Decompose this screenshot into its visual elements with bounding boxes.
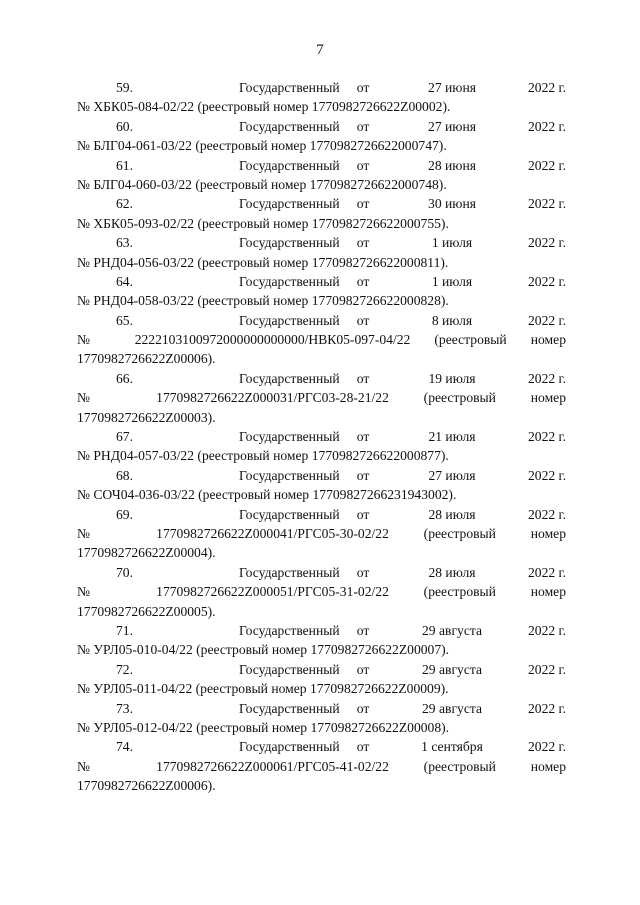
contract-from-word: от: [356, 370, 370, 386]
contract-heading-line: [77, 427, 566, 446]
contract-year: 2022 г.: [527, 312, 566, 328]
contract-from-word: от: [356, 564, 370, 580]
contract-from-word: от: [356, 739, 370, 755]
contract-heading-line: [77, 233, 566, 252]
contract-detail-line: № БЛГ04-061-03/22 (реестровый номер 1770982726622000747).: [77, 138, 447, 154]
contract-heading-line: [77, 563, 566, 582]
contract-heading-line: [77, 737, 566, 756]
contract-year: 2022 г.: [527, 157, 566, 173]
contract-number: 63.: [116, 235, 133, 251]
contract-detail-line: № 1770982726622Z000051/РГС05-31-02/22 (реестровый номер: [77, 584, 566, 600]
contract-heading-line: [77, 660, 566, 679]
contract-number: 70.: [116, 564, 133, 580]
page-number: 7: [316, 42, 324, 58]
contract-kind: Государственный: [239, 429, 340, 445]
contract-item: [77, 505, 566, 563]
contract-detail-line: № УРЛ05-010-04/22 (реестровый номер 1770982726622Z00007).: [77, 642, 450, 658]
contract-kind: Государственный: [239, 467, 340, 483]
contract-detail-line: № ХБК05-084-02/22 (реестровый номер 1770982726622Z00002).: [77, 99, 451, 115]
contract-heading-line: [77, 699, 566, 718]
contract-item: [77, 117, 566, 156]
contract-year: 2022 г.: [527, 467, 566, 483]
contract-year: 2022 г.: [527, 564, 566, 580]
contract-detail-line: 1770982726622Z00006).: [77, 351, 216, 367]
contract-number: 73.: [116, 700, 133, 716]
contract-item: [77, 563, 566, 621]
contract-number: 65.: [116, 312, 133, 328]
contract-number: 71.: [116, 622, 133, 638]
contract-item: [77, 156, 566, 195]
contract-number: 62.: [116, 196, 133, 212]
contract-kind: Государственный: [239, 80, 340, 95]
contract-year: 2022 г.: [527, 118, 566, 134]
contract-date: 29 августа: [422, 700, 482, 716]
contract-kind: Государственный: [239, 157, 340, 173]
contract-from-word: от: [356, 196, 370, 212]
contract-heading-line: [77, 117, 566, 136]
contract-detail-line: 1770982726622Z00003).: [77, 409, 216, 425]
contract-year: 2022 г.: [527, 273, 566, 289]
contract-heading-line: [77, 78, 566, 97]
contract-from-word: от: [356, 312, 370, 328]
contract-kind: Государственный: [239, 312, 340, 328]
contract-date: 27 июля: [428, 467, 476, 483]
contract-item: [77, 272, 566, 311]
contract-from-word: от: [356, 273, 370, 289]
contract-heading-line: [77, 272, 566, 291]
contract-item: [77, 427, 566, 466]
contract-date: 8 июля: [431, 312, 473, 328]
contract-year: 2022 г.: [527, 80, 566, 95]
contract-year: 2022 г.: [527, 700, 566, 716]
contract-year: 2022 г.: [527, 196, 566, 212]
contract-heading-line: [77, 505, 566, 524]
contract-number: 64.: [116, 273, 133, 289]
contract-detail-line: № РНД04-058-03/22 (реестровый номер 1770982726622000828).: [77, 293, 449, 309]
contract-date: 27 июня: [428, 80, 476, 95]
contract-kind: Государственный: [239, 622, 340, 638]
contract-kind: Государственный: [239, 739, 340, 755]
contract-item: [77, 699, 566, 738]
contract-date: 1 июля: [431, 273, 473, 289]
contract-detail-line: № УРЛ05-012-04/22 (реестровый номер 1770982726622Z00008).: [77, 719, 450, 735]
contract-date: 29 августа: [422, 622, 482, 638]
contract-detail-line: № 1770982726622Z000031/РГС03-28-21/22 (реестровый номер: [77, 390, 566, 406]
contract-detail-line: 1770982726622Z00006).: [77, 778, 216, 794]
contract-item: [77, 369, 566, 427]
contract-kind: Государственный: [239, 235, 340, 251]
contract-date: 28 июня: [428, 157, 476, 173]
contract-heading-line: [77, 156, 566, 175]
contract-date: 1 июля: [431, 235, 473, 251]
contract-number: 67.: [116, 429, 133, 445]
contract-item: [77, 737, 566, 795]
contract-year: 2022 г.: [527, 370, 566, 386]
contract-number: 66.: [116, 370, 133, 386]
contract-number: 59.: [116, 80, 133, 95]
contract-detail-line: № ХБК05-093-02/22 (реестровый номер 1770982726622000755).: [77, 215, 449, 231]
contract-item: [77, 233, 566, 272]
contract-from-word: от: [356, 157, 370, 173]
contract-number: 68.: [116, 467, 133, 483]
contract-from-word: от: [356, 235, 370, 251]
contract-date: 30 июня: [428, 196, 476, 212]
contract-year: 2022 г.: [527, 235, 566, 251]
contract-date: 21 июля: [428, 429, 476, 445]
contract-date: 27 июня: [428, 118, 476, 134]
contract-number: 69.: [116, 506, 133, 522]
contract-item: [77, 660, 566, 699]
contract-number: 72.: [116, 661, 133, 677]
contract-detail-line: № РНД04-057-03/22 (реестровый номер 1770982726622000877).: [77, 448, 449, 464]
contract-kind: Государственный: [239, 661, 340, 677]
contract-year: 2022 г.: [527, 506, 566, 522]
contract-number: 60.: [116, 118, 133, 134]
contract-year: 2022 г.: [527, 429, 566, 445]
contract-date: 28 июля: [428, 564, 476, 580]
contract-item: [77, 311, 566, 369]
contract-kind: Государственный: [239, 564, 340, 580]
contract-year: 2022 г.: [527, 661, 566, 677]
contract-from-word: от: [356, 118, 370, 134]
contract-from-word: от: [356, 429, 370, 445]
contract-from-word: от: [356, 661, 370, 677]
contract-detail-line: № СОЧ04-036-03/22 (реестровый номер 17709827266231943002).: [77, 487, 457, 503]
contract-from-word: от: [356, 506, 370, 522]
contract-kind: Государственный: [239, 118, 340, 134]
contract-heading-line: [77, 621, 566, 640]
contract-kind: Государственный: [239, 506, 340, 522]
contract-year: 2022 г.: [527, 739, 566, 755]
contract-detail-line: № РНД04-056-03/22 (реестровый номер 1770982726622000811).: [77, 254, 449, 270]
contract-item: [77, 621, 566, 660]
contract-detail-line: № 1770982726622Z000061/РГС05-41-02/22 (реестровый номер: [77, 758, 566, 774]
contract-kind: Государственный: [239, 196, 340, 212]
contract-from-word: от: [356, 80, 370, 95]
contract-detail-line: № БЛГ04-060-03/22 (реестровый номер 1770982726622000748).: [77, 176, 447, 192]
contract-heading-line: [77, 466, 566, 485]
contract-kind: Государственный: [239, 370, 340, 386]
contract-detail-line: № 2222103100972000000000000/НВК05-097-04/22 (реестровый номер: [77, 332, 566, 348]
contract-from-word: от: [356, 467, 370, 483]
contract-detail-line: 1770982726622Z00005).: [77, 603, 216, 619]
contract-year: 2022 г.: [527, 622, 566, 638]
contract-item: [77, 78, 566, 117]
contract-date: 1 сентября: [421, 739, 483, 755]
contract-number: 61.: [116, 157, 133, 173]
contract-list: [77, 78, 566, 795]
contract-detail-line: № 1770982726622Z000041/РГС05-30-02/22 (реестровый номер: [77, 525, 566, 541]
contract-item: [77, 194, 566, 233]
contract-kind: Государственный: [239, 700, 340, 716]
contract-item: [77, 466, 566, 505]
contract-number: 74.: [116, 739, 133, 755]
contract-detail-line: № УРЛ05-011-04/22 (реестровый номер 1770982726622Z00009).: [77, 681, 449, 697]
contract-date: 28 июля: [428, 506, 476, 522]
contract-kind: Государственный: [239, 273, 340, 289]
contract-heading-line: [77, 369, 566, 388]
contract-from-word: от: [356, 700, 370, 716]
contract-date: 19 июля: [428, 370, 476, 386]
contract-heading-line: [77, 194, 566, 213]
contract-date: 29 августа: [422, 661, 482, 677]
contract-from-word: от: [356, 622, 370, 638]
contract-detail-line: 1770982726622Z00004).: [77, 545, 216, 561]
contract-heading-line: [77, 311, 566, 330]
